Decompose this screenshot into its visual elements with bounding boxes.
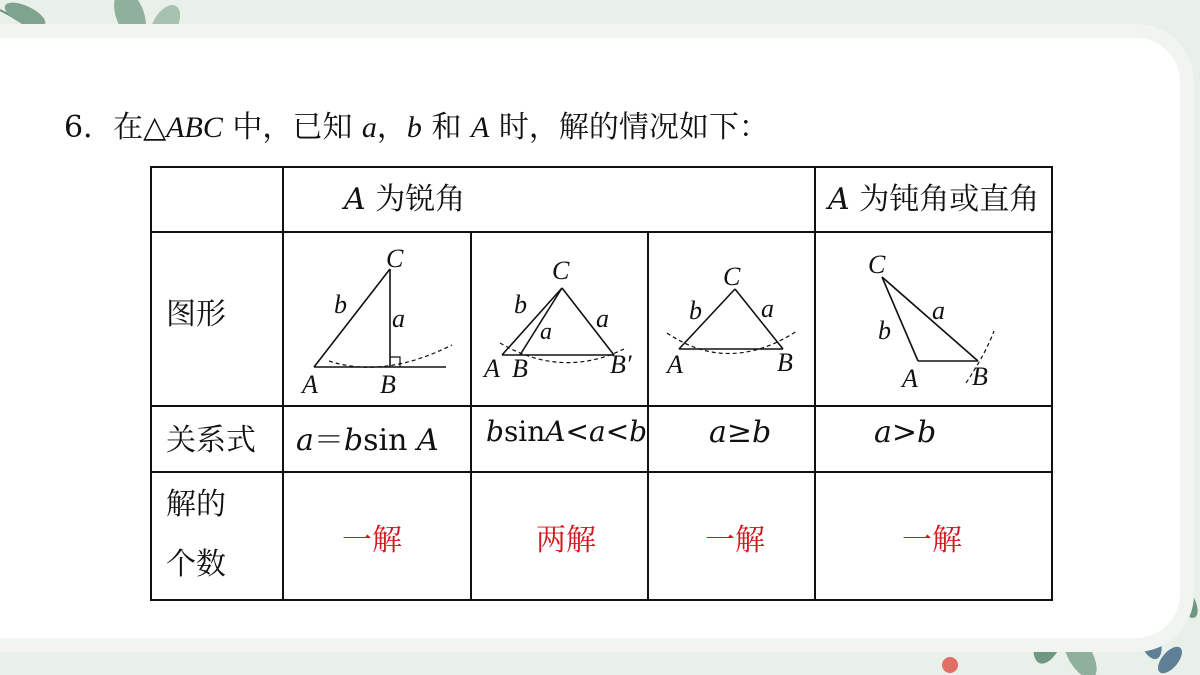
svg-text:A: A xyxy=(902,364,918,393)
row-label-figure: 图形 xyxy=(151,232,283,406)
svg-text:B: B xyxy=(512,354,528,383)
figure-cell-2 xyxy=(471,232,648,406)
svg-text:B′: B′ xyxy=(610,350,632,379)
svg-text:a: a xyxy=(540,319,552,345)
solution-table xyxy=(150,166,1053,601)
svg-text:C: C xyxy=(552,256,570,285)
triangle-figure-one-solution-a-ge-b xyxy=(649,233,814,405)
relation-cell-4: a>b xyxy=(815,406,1052,472)
relation-cell-1: a＝bsin A xyxy=(283,406,471,472)
count-cell-4: 一解 xyxy=(815,472,1052,600)
count-cell-3: 一解 xyxy=(648,472,815,600)
svg-text:a: a xyxy=(392,304,405,333)
row-label-count: 解的 个数 xyxy=(151,472,283,600)
figure-cell-3 xyxy=(648,232,815,406)
header-acute: A 为锐角 xyxy=(283,167,815,232)
triangle-figure-two-solutions xyxy=(472,233,647,405)
svg-text:b: b xyxy=(878,316,891,345)
figure-cell-1 xyxy=(283,232,471,406)
count-cell-2: 两解 xyxy=(471,472,648,600)
svg-text:B: B xyxy=(777,348,793,377)
question-title: 6．在△ABC 中，已知 a，b 和 A 时，解的情况如下： xyxy=(64,110,769,145)
relation-cell-3: a≥b xyxy=(648,406,815,472)
svg-text:a: a xyxy=(761,294,774,323)
relation-cell-2: bsinA<a<b xyxy=(471,406,648,472)
svg-text:A: A xyxy=(484,354,500,383)
svg-text:B: B xyxy=(380,370,396,399)
svg-text:b: b xyxy=(514,290,527,319)
svg-text:B: B xyxy=(972,362,988,391)
triangle-figure-one-solution-right xyxy=(284,233,470,405)
svg-text:C: C xyxy=(386,244,404,273)
svg-text:A: A xyxy=(302,370,318,399)
svg-text:b: b xyxy=(689,296,702,325)
count-cell-1: 一解 xyxy=(283,472,471,600)
svg-text:b: b xyxy=(334,290,347,319)
svg-text:C: C xyxy=(723,262,741,291)
svg-text:a: a xyxy=(932,296,945,325)
figure-cell-4 xyxy=(815,232,1052,406)
header-obtuse: A 为钝角或直角 xyxy=(815,167,1052,232)
svg-text:C: C xyxy=(868,250,886,279)
corner-cell xyxy=(151,167,283,232)
triangle-figure-obtuse xyxy=(816,233,1051,405)
svg-text:a: a xyxy=(596,304,609,333)
svg-text:A: A xyxy=(667,350,683,379)
row-label-relation: 关系式 xyxy=(151,406,283,472)
